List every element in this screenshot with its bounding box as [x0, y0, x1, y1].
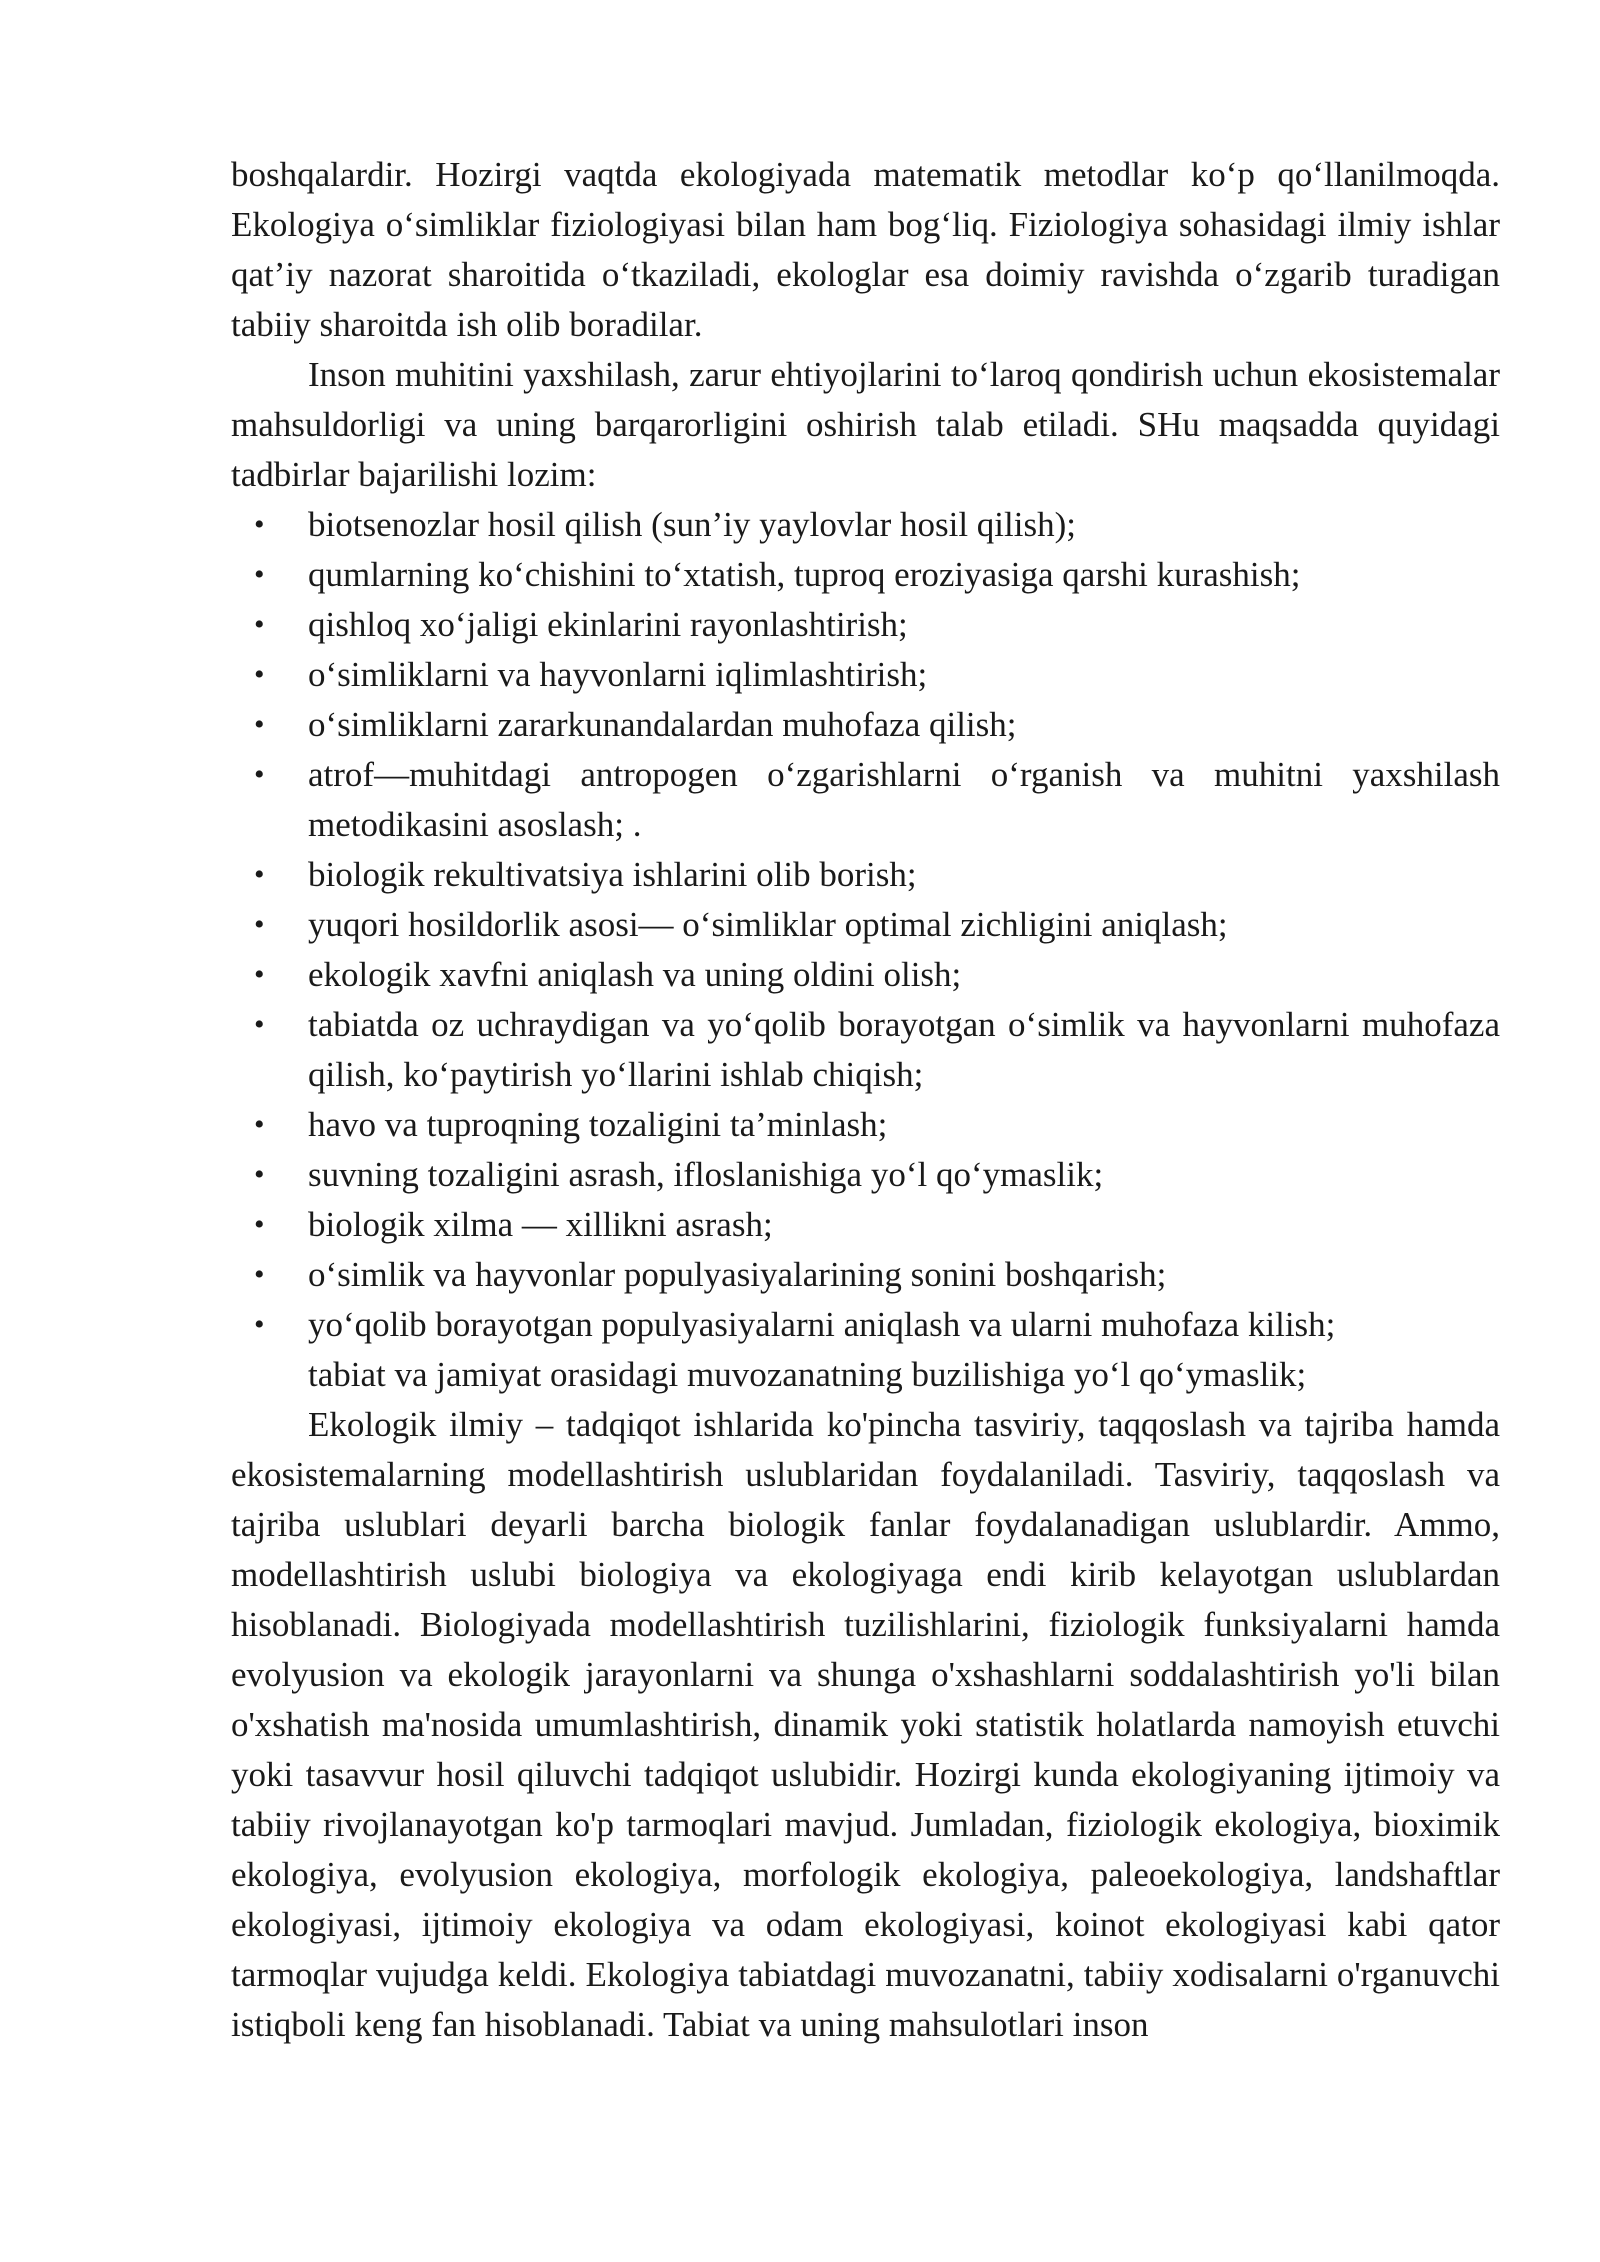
- list-item: [231, 750, 1500, 850]
- bullet-icon: •: [254, 908, 265, 941]
- list-item: [231, 700, 1500, 750]
- list-item: [231, 650, 1500, 700]
- list-item-text: tabiatda oz uchraydigan va yo‘qolib borayotgan o‘simlik va hayvonlarni muhofaza qilish, ko‘paytirish yo‘llarini ishlab chiqish;: [308, 1005, 1500, 1094]
- list-item: [231, 1000, 1500, 1100]
- bullet-icon: •: [254, 1208, 265, 1241]
- list-item-text: qumlarning ko‘chishini to‘xtatish, tuproq eroziyasiga qarshi kurashish;: [308, 555, 1301, 594]
- list-item-text: biologik rekultivatsiya ishlarini olib borish;: [308, 855, 917, 894]
- methods-paragraph: Ekologik ilmiy – tadqiqot ishlarida ko'pincha tasviriy, taqqoslash va tajriba hamda ekosistemalarning modellashtirish uslublaridan foydalaniladi. Tasviriy, taqqoslash va tajriba uslublari deyarli barcha biologik fanlar foydalanadigan uslublardir. Ammo, modellashtirish uslubi biologiya va ekologiyaga endi kirib kelayotgan uslublardan hisoblanadi. Biologiyada modellashtirish tuzilishlarini, fiziologik funksiyalarni hamda evolyusion va ekologik jarayonlarni va shunga o'xshashlarni soddalashtirish yo'li bilan o'xshatish ma'nosida umumlashtirish, dinamik yoki statistik holatlarda namoyish etuvchi yoki tasavvur hosil qiluvchi tadqiqot uslubidir. Hozirgi kunda ekologiyaning ijtimoiy va tabiiy rivojlanayotgan ko'p tarmoqlari mavjud. Jumladan, fiziologik ekologiya, bioximik ekologiya, evolyusion ekologiya, morfologik ekologiya, paleoekologiya, landshaftlar ekologiyasi, ijtimoiy ekologiya va odam ekologiyasi, koinot ekologiyasi kabi qator tarmoqlar vujudga keldi. Ekologiya tabiatdagi muvozanatni, tabiiy xodisalarni o'rganuvchi istiqboli keng fan hisoblanadi. Tabiat va uning mahsulotlari inson: [231, 1405, 1500, 2044]
- bullet-icon: •: [254, 1308, 265, 1341]
- list-item-text: yuqori hosildorlik asosi— o‘simliklar optimal zichligini aniqlash;: [308, 905, 1228, 944]
- list-item: [231, 1300, 1500, 1350]
- list-item-text: atrof—muhitdagi antropogen o‘zgarishlarni o‘rganish va muhitni yaxshilash metodikasini asoslash; .: [308, 755, 1500, 844]
- bullet-icon: •: [254, 558, 265, 591]
- list-item: [231, 1200, 1500, 1250]
- bullet-icon: •: [254, 508, 265, 541]
- bullet-icon: •: [254, 1108, 265, 1141]
- bullet-icon: •: [254, 758, 265, 791]
- list-item: [231, 850, 1500, 900]
- bullet-icon: •: [254, 1258, 265, 1291]
- list-item: [231, 600, 1500, 650]
- list-item-text: suvning tozaligini asrash, ifloslanishiga yo‘l qo‘ymaslik;: [308, 1155, 1104, 1194]
- list-item: [231, 900, 1500, 950]
- intro-paragraph: boshqalardir. Hozirgi vaqtda ekologiyada matematik metodlar ko‘p qo‘llanilmoqda. Ekologiya o‘simliklar fiziologiyasi bilan ham bog‘liq. Fiziologiya sohasidagi ilmiy ishlar qat’iy nazorat sharoitida o‘tkaziladi, ekologlar esa doimiy ravishda o‘zgarib turadigan tabiiy sharoitda ish olib boradilar.: [231, 155, 1500, 344]
- list-item-text: o‘simliklarni va hayvonlarni iqlimlashtirish;: [308, 655, 928, 694]
- bullet-icon: •: [254, 658, 265, 691]
- list-item: [231, 1250, 1500, 1300]
- list-item: [231, 1100, 1500, 1150]
- bullet-icon: •: [254, 1158, 265, 1191]
- list-item: [231, 1150, 1500, 1200]
- document-page: [231, 150, 1500, 2050]
- bullet-icon: •: [254, 708, 265, 741]
- bullet-icon: •: [254, 958, 265, 991]
- list-item: [231, 500, 1500, 550]
- list-item: [231, 950, 1500, 1000]
- measures-list: [231, 500, 1500, 1350]
- list-item-text: biologik xilma — xillikni asrash;: [308, 1205, 773, 1244]
- list-item-text: o‘simliklarni zararkunandalardan muhofaza qilish;: [308, 705, 1017, 744]
- measures-intro-paragraph: Inson muhitini yaxshilash, zarur ehtiyojlarini to‘laroq qondirish uchun ekosistemalar mahsuldorligi va uning barqarorligini oshirish talab etiladi. SHu maqsadda quyidagi tadbirlar bajarilishi lozim:: [231, 355, 1500, 494]
- list-item-text: yo‘qolib borayotgan populyasiyalarni aniqlash va ularni muhofaza kilish;: [308, 1305, 1336, 1344]
- list-item-text: biotsenozlar hosil qilish (sun’iy yaylovlar hosil qilish);: [308, 505, 1076, 544]
- list-item-text: o‘simlik va hayvonlar populyasiyalarining sonini boshqarish;: [308, 1255, 1167, 1294]
- bullet-icon: •: [254, 858, 265, 891]
- list-item-text: qishloq xo‘jaligi ekinlarini rayonlashtirish;: [308, 605, 908, 644]
- list-continuation-line: tabiat va jamiyat orasidagi muvozanatning buzilishiga yo‘l qo‘ymaslik;: [308, 1355, 1307, 1394]
- bullet-icon: •: [254, 1008, 265, 1041]
- list-item-text: ekologik xavfni aniqlash va uning oldini olish;: [308, 955, 962, 994]
- bullet-icon: •: [254, 608, 265, 641]
- list-item: [231, 550, 1500, 600]
- list-item-text: havo va tuproqning tozaligini ta’minlash;: [308, 1105, 888, 1144]
